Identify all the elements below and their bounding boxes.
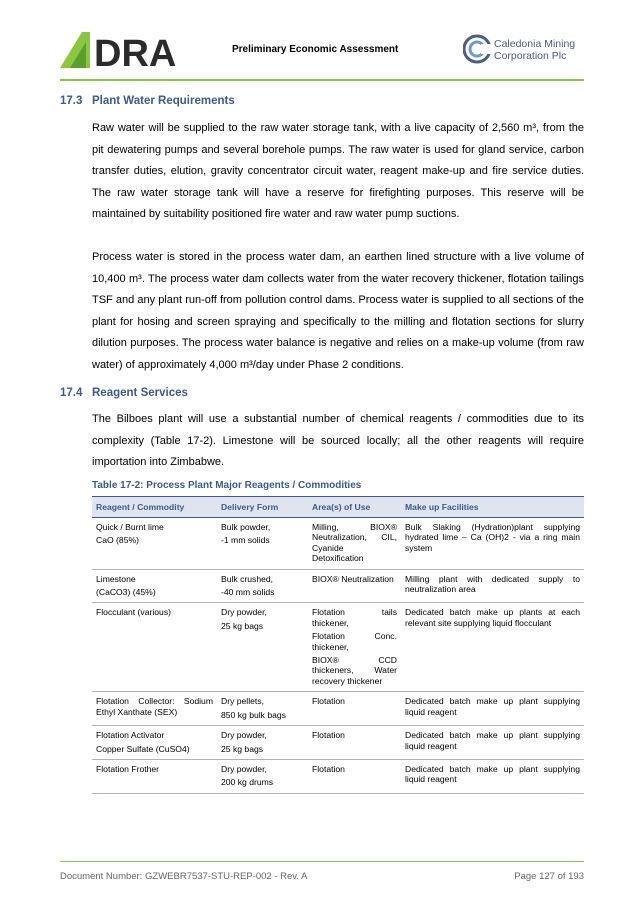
cell-makeup: Dedicated batch make up plant supplying liquid reagent <box>401 726 584 760</box>
table-row <box>92 759 584 793</box>
cell-area <box>308 726 401 760</box>
cell-text: CaO (85%) <box>96 535 139 546</box>
table-row <box>92 692 584 726</box>
cell-text: Flocculant (various) <box>96 607 171 618</box>
cell-text: 25 kg bags <box>221 620 264 631</box>
caledonia-logo-text <box>494 38 575 62</box>
cell-delivery <box>217 603 308 692</box>
table-row <box>92 569 584 603</box>
paragraph: Process water is stored in the process water dam, an earthen lined structure with a live volume of 10,400 m³. The process water dam collects water from the water recovery thickener, flotation tailings TSF and any plant run-off from pollution control dams. Process water is supplied to all sections of the plant for hosing and screen spraying and specifically to the milling and flotation sections for slurry dilution purposes. The process water balance is negative and relies on a make-up volume (from raw water) of approximately 4,000 m³/day under Phase 2 conditions. <box>92 251 584 371</box>
cell-text: 850 kg bulk bags <box>221 709 286 720</box>
cell-reagent <box>92 726 217 760</box>
cell-text: Flotation Collector: Sodium Ethyl Xanthate (SEX) <box>96 696 213 717</box>
dra-logo <box>60 30 196 70</box>
cell-area <box>308 692 401 726</box>
cell-reagent <box>92 692 217 726</box>
table-header-row <box>92 497 584 518</box>
cell-makeup: Dedicated batch make up plant supplying liquid reagent <box>401 692 584 726</box>
cell-text: Flotation <box>312 763 345 774</box>
cell-text: Quick / Burnt lime <box>96 522 164 532</box>
header-title: Preliminary Economic Assessment <box>232 44 399 55</box>
column-header: Delivery Form <box>217 497 308 518</box>
cell-text: Flotation <box>312 730 345 741</box>
cell-makeup: Dedicated batch make up plant supplying liquid reagent <box>401 759 584 793</box>
cell-reagent <box>92 759 217 793</box>
cell-text: Dry pellets, <box>221 696 264 707</box>
cell-delivery <box>217 518 308 570</box>
cell-delivery <box>217 569 308 603</box>
caledonia-line2: Corporation Plc <box>494 50 567 62</box>
caledonia-logo-icon <box>463 34 491 64</box>
table-row <box>92 726 584 760</box>
caledonia-line1: Caledonia Mining <box>494 38 576 50</box>
cell-text: BIOX® Neutralization <box>312 573 394 584</box>
cell-reagent <box>92 518 217 570</box>
column-header: Area(s) of Use <box>308 497 401 518</box>
table-row <box>92 518 584 570</box>
section-heading-17-4 <box>60 387 188 399</box>
table-caption: Table 17-2: Process Plant Major Reagents / Commodities <box>92 480 362 491</box>
cell-text: Flotation <box>312 696 345 707</box>
cell-text: Dry powder, <box>221 730 267 741</box>
cell-text: Bulk crushed, <box>221 573 274 584</box>
cell-text: Flotation tails thickener, <box>312 607 397 628</box>
reagents-table <box>92 496 584 794</box>
paragraph: Raw water will be supplied to the raw water storage tank, with a live capacity of 2,560 m³, from the pit dewatering pumps and several borehole pumps. The raw water is used for gland service, carbon transfer duties, elution, gravity concentrator circuit water, reagent make-up and fire service duties. The raw water storage tank will have a reserve for firefighting purposes. This reserve will be maintained by suitability positioned fire water and raw water pump suctions. <box>92 122 584 220</box>
dra-logo-text: DRA <box>94 33 177 70</box>
cell-text: 200 kg drums <box>221 777 274 788</box>
cell-text: Dry powder, <box>221 763 267 774</box>
table-row <box>92 603 584 692</box>
cell-text: Flotation Frother <box>96 763 160 774</box>
cell-text: -1 mm solids <box>221 535 270 546</box>
section-title: Plant Water Requirements <box>92 95 235 107</box>
cell-makeup: Bulk Slaking (Hydration)plant supplying hydrated lime – Ca (OH)2 - via a ring main system <box>401 518 584 570</box>
column-header: Reagent / Commodity <box>92 497 217 518</box>
page-header <box>0 0 644 80</box>
section-number: 17.4 <box>60 387 83 399</box>
cell-text: Milling, BIOX® Neutralization, CIL, Cyanide Detoxification <box>312 522 397 564</box>
cell-text: Copper Sulfate (CuSO4) <box>96 743 190 754</box>
section-heading-17-3 <box>60 95 235 107</box>
document-number: Document Number: GZWEBR7537-STU-REP-002 - Rev. A <box>60 871 308 882</box>
cell-text: Flotation Conc. thickener, <box>312 631 397 652</box>
cell-text: 25 kg bags <box>221 743 264 754</box>
paragraph: The Bilboes plant will use a substantial number of chemical reagents / commodities due to its complexity (Table 17-2). Limestone will be sourced locally; all the other reagents will require importation into Zimbabwe. <box>92 413 584 468</box>
cell-text: Limestone <box>96 573 136 584</box>
cell-text: (CaCO3) (45%) <box>96 587 156 598</box>
cell-delivery <box>217 759 308 793</box>
cell-delivery <box>217 692 308 726</box>
table-body <box>92 518 584 794</box>
cell-makeup: Milling plant with dedicated supply to neutralization area <box>401 569 584 603</box>
cell-area <box>308 759 401 793</box>
cell-text: BIOX® CCD thickeners, Water recovery thickener <box>312 655 397 686</box>
cell-text: -40 mm solids <box>221 587 275 598</box>
page-number: Page 127 of 193 <box>514 871 584 882</box>
cell-area <box>308 518 401 570</box>
section-number: 17.3 <box>60 95 83 107</box>
cell-area <box>308 603 401 692</box>
cell-reagent <box>92 569 217 603</box>
cell-text: Flotation Activator <box>96 730 165 741</box>
footer-divider <box>60 861 584 862</box>
column-header: Make up Facilities <box>401 497 584 518</box>
section-title: Reagent Services <box>92 387 188 399</box>
header-divider <box>60 79 584 81</box>
cell-area <box>308 569 401 603</box>
cell-text: Dry powder, <box>221 607 267 618</box>
cell-reagent <box>92 603 217 692</box>
cell-text: Bulk powder, <box>221 522 271 532</box>
cell-delivery <box>217 726 308 760</box>
cell-makeup: Dedicated batch make up plants at each relevant site supplying liquid flocculant <box>401 603 584 692</box>
